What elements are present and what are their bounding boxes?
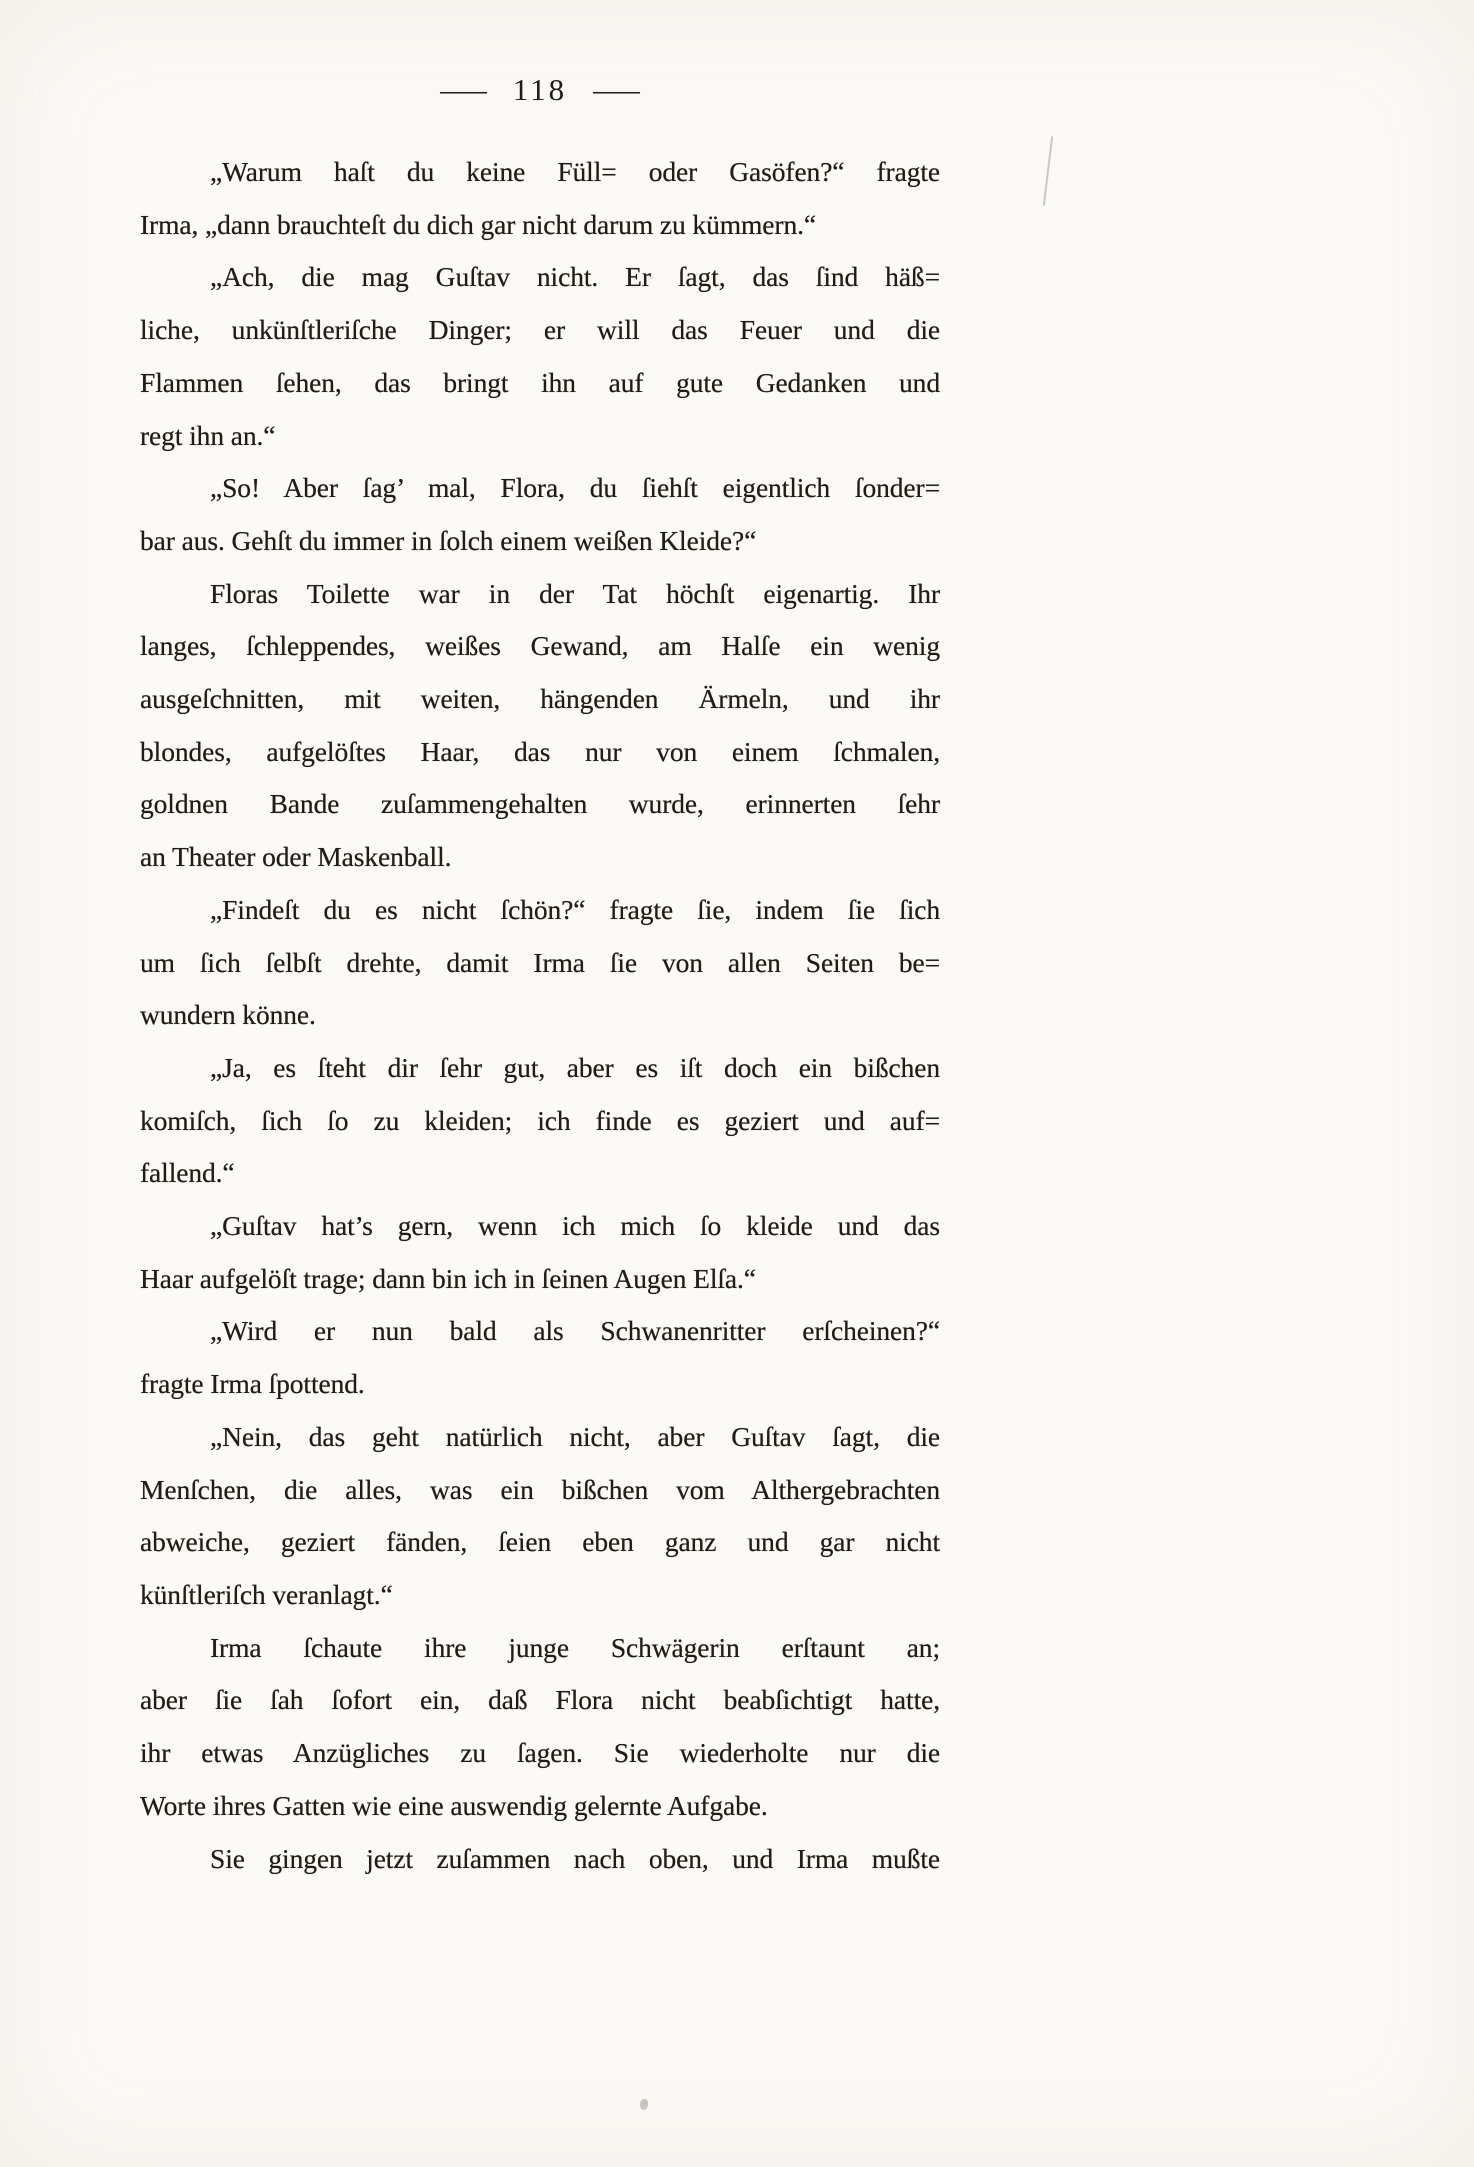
text-line: ihr etwas Anzügliches zu ſagen. Sie wiederholte nur die — [140, 1737, 940, 1769]
paragraph — [140, 146, 940, 251]
text-line: regt ihn an.“ — [140, 419, 276, 451]
paragraph — [140, 568, 940, 884]
text-line: „Nein, das geht natürlich nicht, aber Guſtav ſagt, die — [210, 1420, 940, 1452]
text-line: fallend.“ — [140, 1157, 235, 1189]
text-line: langes, ſchleppendes, weißes Gewand, am Halſe ein wenig — [140, 630, 940, 662]
text-line: Haar aufgelöſt trage; dann bin ich in ſeinen Augen Elſa.“ — [140, 1262, 756, 1294]
text-line: abweiche, geziert fänden, ſeien eben ganz und gar nicht — [140, 1526, 940, 1558]
paragraph — [140, 462, 940, 567]
text-line: blondes, aufgelöſtes Haar, das nur von einem ſchmalen, — [140, 735, 940, 767]
text-line: Irma ſchaute ihre junge Schwägerin erſtaunt an; — [210, 1631, 940, 1663]
text-line: „So! Aber ſag’ mal, Flora, du ſiehſt eigentlich ſonder= — [210, 472, 940, 504]
paragraph — [140, 1411, 940, 1622]
text-line: ausgeſchnitten, mit weiten, hängenden Ärmeln, und ihr — [140, 683, 940, 715]
text-line: Irma, „dann brauchteſt du dich gar nicht darum zu kümmern.“ — [140, 208, 817, 240]
text-line: „Findeſt du es nicht ſchön?“ fragte ſie, indem ſie ſich — [210, 893, 940, 925]
text-line: „Warum haſt du keine Füll= oder Gasöfen?“ fragte — [210, 156, 940, 187]
text-line: Sie gingen jetzt zuſammen nach oben, und Irma mußte — [210, 1842, 940, 1874]
text-line: goldnen Bande zuſammengehalten wurde, erinnerten ſehr — [140, 788, 940, 820]
text-line: Menſchen, die alles, was ein bißchen vom Althergebrachten — [140, 1473, 940, 1505]
page-number-header — [140, 72, 940, 108]
paragraph — [140, 1833, 940, 1886]
paragraph — [140, 884, 940, 1042]
scan-crease-artifact — [1043, 136, 1054, 206]
page-number: 118 — [512, 72, 568, 107]
text-line: aber ſie ſah ſofort ein, daß Flora nicht beabſichtigt hatte, — [140, 1684, 940, 1716]
text-line: an Theater oder Maskenball. — [140, 841, 452, 873]
text-line: wundern könne. — [140, 999, 316, 1031]
text-line: Flammen ſehen, das bringt ihn auf gute Gedanken und — [140, 366, 940, 398]
text-line: um ſich ſelbſt drehte, damit Irma ſie von allen Seiten be= — [140, 946, 940, 978]
paragraph — [140, 1042, 940, 1200]
text-line: Worte ihres Gatten wie eine auswendig gelernte Aufgabe. — [140, 1789, 768, 1821]
text-line: „Ach, die mag Guſtav nicht. Er ſagt, das ſind häß= — [210, 261, 940, 293]
text-line: „Ja, es ſteht dir ſehr gut, aber es iſt doch ein bißchen — [210, 1051, 940, 1083]
header-dash-left: — — [440, 72, 487, 107]
paragraph — [140, 251, 940, 462]
paragraph — [140, 1200, 940, 1305]
header-dash-right: — — [593, 72, 640, 107]
text-line: künſtleriſch veranlagt.“ — [140, 1578, 393, 1610]
text-line: fragte Irma ſpottend. — [140, 1368, 365, 1400]
text-line: liche, unkünſtleriſche Dinger; er will das Feuer und die — [140, 314, 940, 346]
text-line: „Guſtav hat’s gern, wenn ich mich ſo kleide und das — [210, 1210, 940, 1242]
text-line: komiſch, ſich ſo zu kleiden; ich finde es geziert und auf= — [140, 1104, 940, 1136]
scan-speck-artifact — [640, 2099, 648, 2110]
text-block — [140, 146, 940, 1885]
paragraph — [140, 1305, 940, 1410]
text-line: Floras Toilette war in der Tat höchſt eigenartig. Ihr — [210, 577, 940, 609]
text-line: bar aus. Gehſt du immer in ſolch einem weißen Kleide?“ — [140, 524, 757, 556]
paragraph — [140, 1622, 940, 1833]
text-line: „Wird er nun bald als Schwanenritter erſcheinen?“ — [210, 1315, 940, 1347]
